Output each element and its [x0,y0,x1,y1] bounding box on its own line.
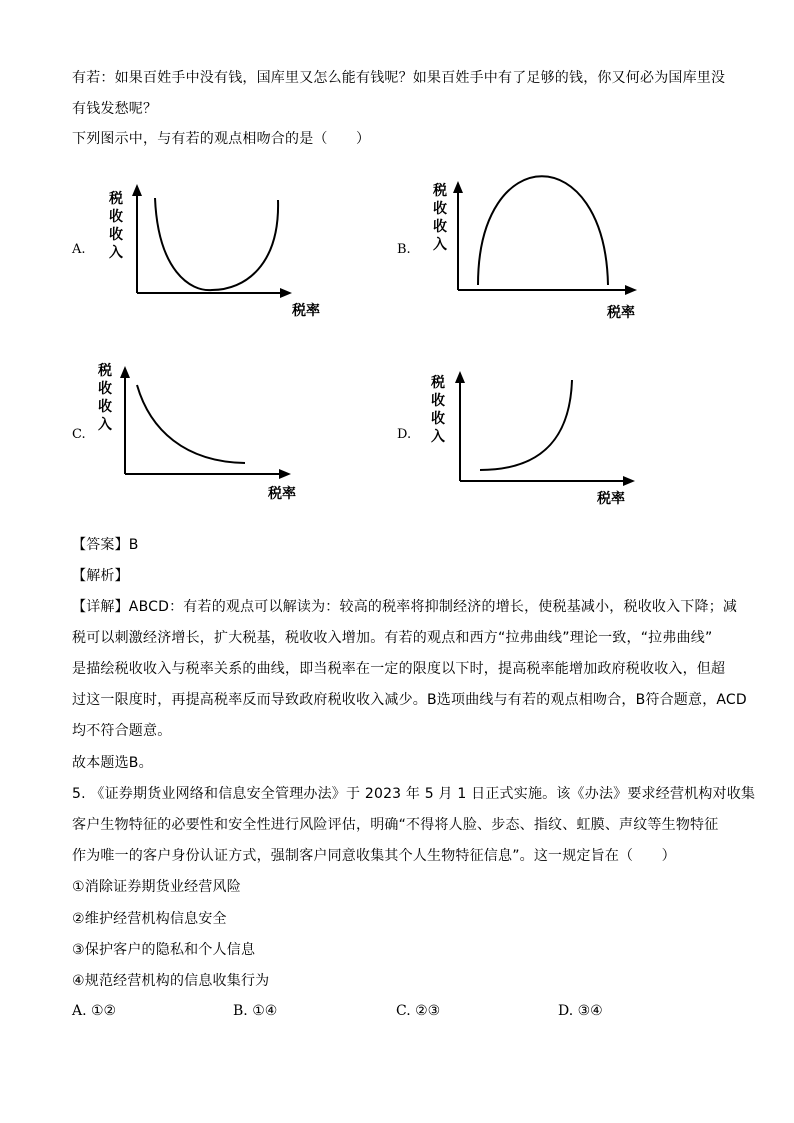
detail-line-5: 均不符合题意。 [72,723,172,739]
q5-stem-line-3: 作为唯一的客户身份认证方式，强制客户同意收集其个人生物特征信息”。这一规定旨在（ ） [72,848,676,864]
intro-line-1: 有若：如果百姓手中没有钱，国库里又怎么能有钱呢？如果百姓手中有了足够的钱，你又何必为国库里没 [72,70,726,86]
detail-line-2: 税可以刺激经济增长，扩大税基，税收收入增加。有若的观点和西方“拉弗曲线”理论一致，“拉弗曲线” [72,630,713,646]
q5-stem-line-2: 客户生物特征的必要性和安全性进行风险评估，明确“不得将人脸、步态、指纹、虹膜、声纹等生物特征 [72,817,719,833]
option-label-d: D. [397,427,412,442]
detail-line-1: 【详解】ABCD：有若的观点可以解读为：较高的税率将抑制经济的增长，使税基减小，税收收入下降；减 [72,599,738,615]
option-label-c: C. [72,427,86,442]
q5-statement-1: ①消除证券期货业经营风险 [72,879,241,895]
x-axis-arrow [623,476,635,486]
q5-statement-4: ④规范经营机构的信息收集行为 [72,973,270,989]
detail-line-3: 是描绘税收收入与税率关系的曲线，即当税率在一定的限度以下时，提高税率能增加政府税收收入，但超 [72,661,726,677]
x-axis-label: 税率 [268,486,296,502]
q5-choice-b: B. ①④ [233,1003,278,1019]
conclusion-line: 故本题选B。 [72,755,153,771]
x-axis-label: 税率 [292,303,320,319]
y-axis-label: 税 收 收 入 [431,375,445,445]
analysis-heading: 【解析】 [72,568,129,584]
detail-line-4: 过这一限度时，再提高税率反而导致政府税收收入减少。B选项曲线与有若的观点相吻合，B符合题意，ACD [72,692,747,708]
q5-statement-2: ②维护经营机构信息安全 [72,911,227,927]
q5-choice-a: A. ①② [72,1003,117,1019]
q5-statement-3: ③保护客户的隐私和个人信息 [72,942,256,958]
y-axis-label: 税 收 收 入 [109,191,123,261]
q5-choice-c: C. ②③ [396,1003,441,1019]
y-axis-label: 税 收 收 入 [98,363,112,433]
option-label-a: A. [72,242,86,257]
x-axis-label: 税率 [607,305,635,321]
curve-increasing [480,380,572,470]
intro-line-2: 有钱发愁呢？ [72,101,158,117]
y-axis-arrow [455,371,465,383]
x-axis-label: 税率 [597,491,625,507]
answer-line: 【答案】B [72,537,139,553]
option-label-b: B. [397,242,411,257]
y-axis-label: 税 收 收 入 [433,183,447,253]
question-prompt: 下列图示中，与有若的观点相吻合的是（ ） [72,131,371,147]
q5-choice-d: D. ③④ [558,1003,603,1019]
q5-stem-line-1: 5. 《证券期货业网络和信息安全管理办法》于 2023 年 5 月 1 日正式实施。该《办法》要求经营机构对收集 [72,786,756,802]
